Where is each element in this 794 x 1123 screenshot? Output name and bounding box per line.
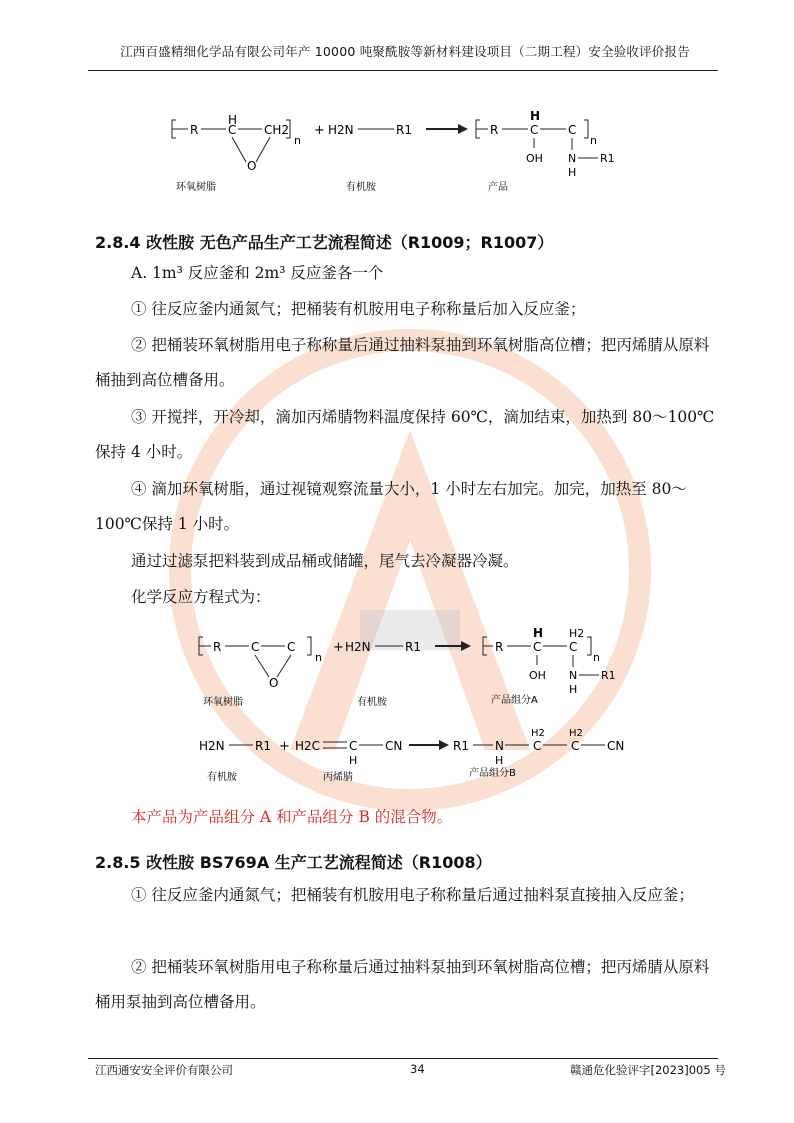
s3-product-c-label: C <box>533 739 542 753</box>
section-285-p1: ① 往反应釜内通氮气；把桶装有机胺用电子称称量后通过抽料泵直接抽入反应釜； <box>131 886 694 904</box>
s3-product-caption: 产品组分B <box>469 768 516 779</box>
s2-r-label: R <box>213 640 222 654</box>
product-c2-label: C <box>568 123 577 137</box>
s3-plus-sign: + <box>279 739 290 754</box>
s3-h2n-label: H2N <box>199 739 225 753</box>
reaction-scheme-3 <box>195 728 635 783</box>
footer-company: 江西通安安全评价有限公司 <box>95 1063 233 1077</box>
s3-reactant2-caption: 丙烯腈 <box>323 772 353 783</box>
s3-r1-label: R1 <box>255 739 271 753</box>
o-label: O <box>247 159 257 173</box>
s2-nh-label: N <box>569 669 578 682</box>
section-284-p1: A. 1m³ 反应釜和 2m³ 反应釜各一个 <box>131 264 384 282</box>
s3-product-c2-label: C <box>571 739 580 753</box>
h-label: H <box>228 113 238 127</box>
s3-product-r1-label: R1 <box>453 739 469 753</box>
s2-product-h-label: H <box>533 626 544 640</box>
reactant1-caption: 环氧树脂 <box>176 182 216 193</box>
s3-cn-label: CN <box>385 739 403 753</box>
h2n-label: H2N <box>328 123 354 137</box>
s2-r1-label: R1 <box>405 640 421 654</box>
s3-h2c-label: H2C <box>295 739 321 753</box>
ch2-label: CH2 <box>264 123 290 137</box>
section-284-p4: ③ 开搅拌，开冷却，滴加丙烯腈物料温度保持 60℃，滴加结束，加热到 80～100℃保持 4 小时。 <box>95 408 715 461</box>
section-284-p3: ② 把桶装环氧树脂用电子称称量后通过抽料泵抽到环氧树脂高位槽；把丙烯腈从原料桶抽到高位槽备用。 <box>95 336 710 389</box>
scheme3-drawing <box>195 728 635 783</box>
nh-label: N <box>568 152 577 165</box>
s2-plus-sign: + <box>333 640 344 655</box>
plus-sign: + <box>314 123 325 138</box>
s3-reactant1-caption: 有机胺 <box>207 772 237 783</box>
reaction-scheme-2 <box>195 625 645 710</box>
nh-h-label: H <box>568 166 577 179</box>
document-number: 赣通危化验评字[2023]005 号 <box>570 1063 726 1077</box>
s3-c-label: C <box>349 739 358 753</box>
s2-product-c2-label: C <box>569 640 578 654</box>
section-284-p7: 化学反应方程式为： <box>131 588 271 606</box>
s2-oh-label: OH <box>529 669 546 682</box>
mixture-note: 本产品为产品组分 A 和产品组分 B 的混合物。 <box>131 808 453 826</box>
r1-label: R1 <box>396 123 412 137</box>
s2-o-label: O <box>269 676 279 690</box>
s2-product-r1-label: R1 <box>601 669 616 682</box>
s2-c2-label: C <box>287 640 296 654</box>
s2-product-h2-label: H2 <box>569 627 585 640</box>
section-285-heading: 2.8.5 改性胺 BS769A 生产工艺流程简述（R1008） <box>95 853 492 872</box>
product-c-label: C <box>530 123 539 137</box>
reactant2-caption: 有机胺 <box>346 182 376 193</box>
header-rule <box>88 70 718 71</box>
product-r-label: R <box>490 123 499 137</box>
scheme1-drawing <box>168 110 628 195</box>
s2-reactant2-caption: 有机胺 <box>357 697 387 708</box>
s2-n-subscript: n <box>315 651 322 664</box>
s2-nh-h-label: H <box>569 683 578 696</box>
section-284-p2: ① 往反应釜内通氮气；把桶装有机胺用电子称称量后加入反应釜； <box>131 300 586 318</box>
reaction-scheme-1 <box>168 110 628 195</box>
page-header: 江西百盛精细化学品有限公司年产 10000 吨聚酰胺等新材料建设项目（二期工程）安全验收评价报告 <box>120 44 690 59</box>
s2-reactant1-caption: 环氧树脂 <box>203 697 243 708</box>
oh-label: OH <box>526 152 543 165</box>
s2-product-c-label: C <box>533 640 542 654</box>
n-subscript: n <box>294 134 301 147</box>
product-r1-label: R1 <box>600 152 615 165</box>
s3-product-n-label: N <box>495 739 504 753</box>
s3-h2-a-label: H2 <box>531 728 545 739</box>
footer-rule <box>88 1058 718 1059</box>
s2-product-caption: 产品组分A <box>491 695 538 706</box>
section-284-p6: 通过过滤泵把料装到成品桶或储罐，尾气去冷凝器冷凝。 <box>131 552 519 570</box>
s3-product-nh-label: H <box>495 754 504 767</box>
s2-product-n-subscript: n <box>593 651 600 664</box>
s3-h2-b-label: H2 <box>569 728 583 739</box>
section-284-p5: ④ 滴加环氧树脂，通过视镜观察流量大小，1 小时左右加完。加完，加热至 80～100℃保持 1 小时。 <box>95 480 687 533</box>
s2-h2n-label: H2N <box>345 640 371 654</box>
r-label: R <box>190 123 199 137</box>
s3-h-label: H <box>349 754 358 767</box>
c-label: C <box>228 123 237 137</box>
product-n-subscript: n <box>590 134 597 147</box>
product-caption: 产品 <box>488 182 508 193</box>
section-284-heading: 2.8.4 改性胺 无色产品生产工艺流程简述（R1009；R1007） <box>95 233 554 252</box>
s3-product-cn-label: CN <box>607 739 625 753</box>
s2-product-r-label: R <box>495 640 504 654</box>
s2-c-label: C <box>251 640 260 654</box>
product-h-label: H <box>530 110 541 123</box>
scheme2-drawing <box>195 625 645 710</box>
section-285-p2: ② 把桶装环氧树脂用电子称称量后通过抽料泵抽到环氧树脂高位槽；把丙烯腈从原料桶用泵抽到高位槽备用。 <box>95 958 710 1011</box>
page-number: 34 <box>410 1062 425 1076</box>
